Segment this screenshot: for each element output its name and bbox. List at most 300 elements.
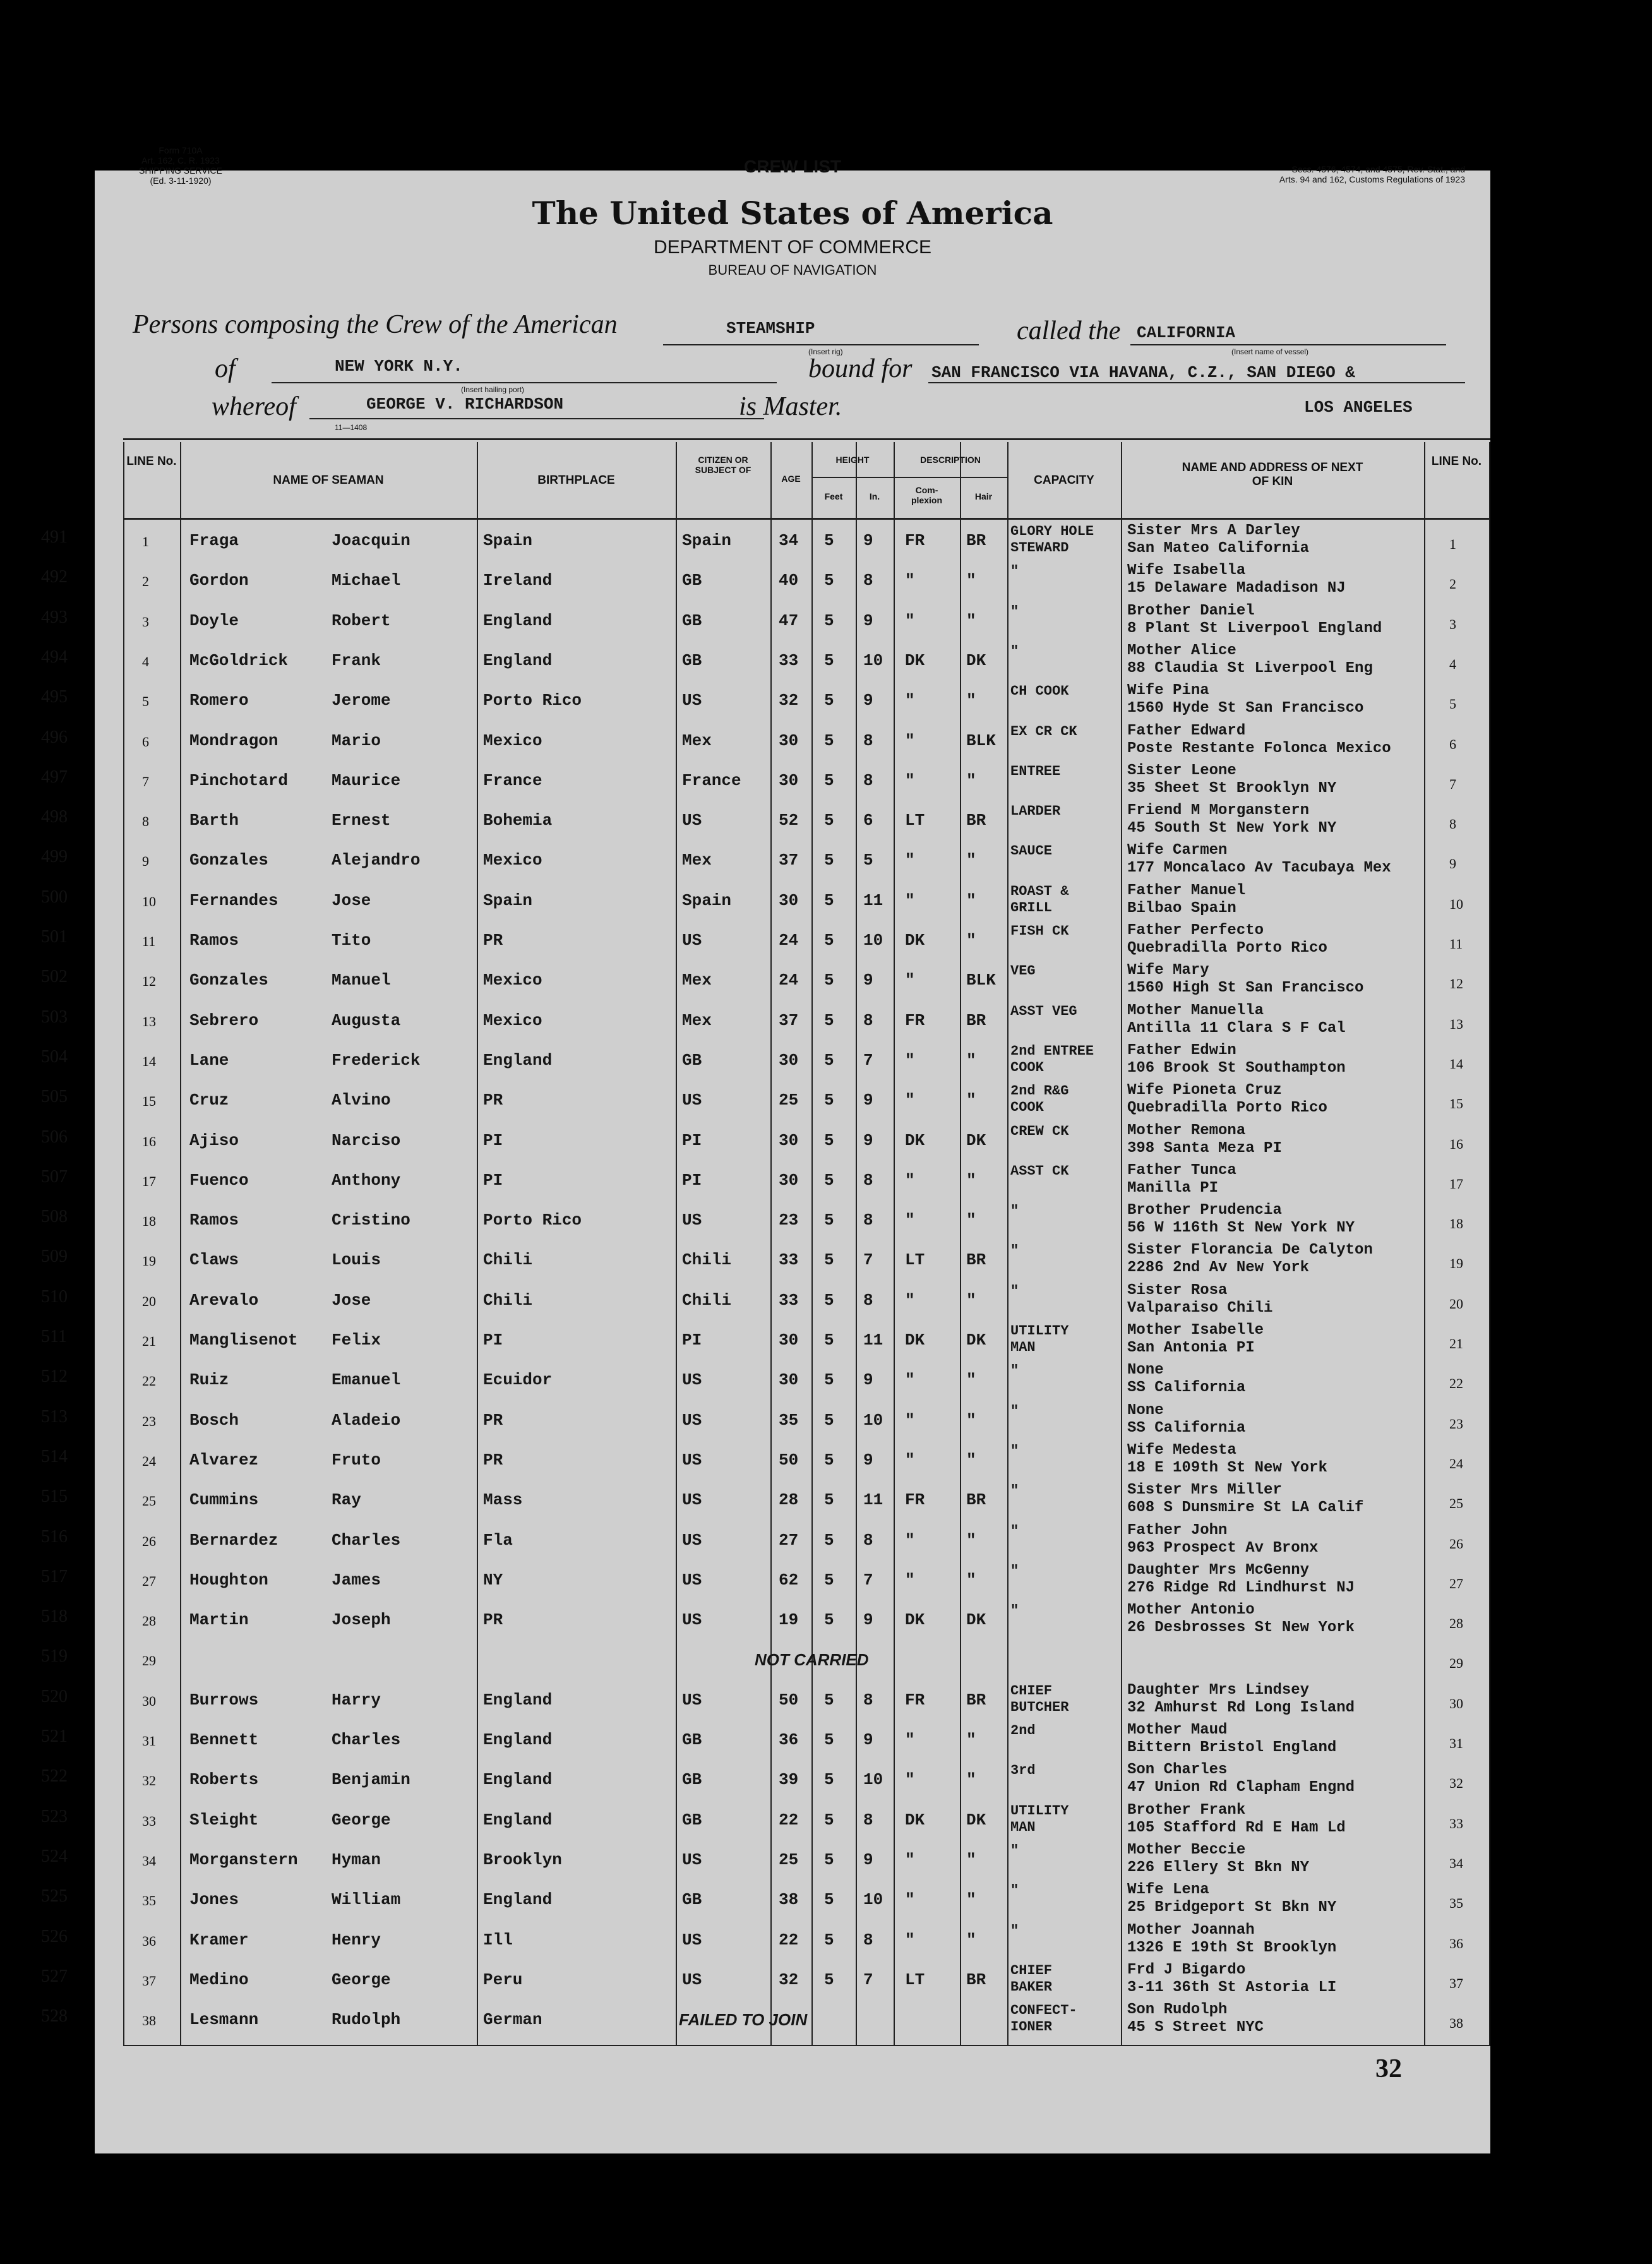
kin-address: Poste Restante Folonca Mexico	[1127, 740, 1391, 757]
height-feet: 5	[824, 1170, 834, 1190]
age: 30	[779, 1170, 799, 1190]
height-feet: 5	[824, 1810, 834, 1830]
hair: "	[966, 1850, 976, 1869]
complexion: "	[905, 1050, 915, 1070]
table-row	[41, 561, 1490, 601]
citizen-of: GB	[682, 1810, 702, 1830]
citizen-of: US	[682, 1570, 702, 1590]
register-number: 527	[41, 1966, 68, 1986]
page-title: The United States of America	[532, 195, 1053, 232]
destination-underline	[928, 382, 1465, 383]
hair: "	[966, 1370, 976, 1390]
table-row	[41, 1600, 1490, 1640]
table-row	[41, 1840, 1490, 1880]
kin-address: Quebradilla Porto Rico	[1127, 940, 1327, 957]
hair: "	[966, 1170, 976, 1190]
citizen-of: GB	[682, 1050, 702, 1070]
kin-name: Wife Pina	[1127, 682, 1209, 700]
citizen-of: PI	[682, 1331, 702, 1350]
height-inches: 11	[863, 1331, 883, 1350]
line-number: 13	[142, 1013, 156, 1029]
height-inches: 9	[863, 1850, 873, 1869]
complexion: "	[905, 1290, 915, 1310]
surname: Sleight	[189, 1810, 259, 1830]
punch-hole	[56, 249, 85, 279]
capacity-line-2: BUTCHER	[1010, 1699, 1069, 1715]
age: 37	[779, 1010, 799, 1030]
line-number: 28	[142, 1613, 156, 1629]
complexion: "	[905, 1450, 915, 1470]
hair: "	[966, 770, 976, 790]
age: 30	[779, 1130, 799, 1150]
table-row	[41, 1121, 1490, 1161]
birthplace: Brooklyn	[483, 1850, 562, 1869]
complexion: "	[905, 1370, 915, 1390]
kin-address: Quebradilla Porto Rico	[1127, 1099, 1327, 1117]
hair: BR	[966, 1490, 986, 1510]
complexion: DK	[905, 1810, 925, 1830]
col-next-of-kin: NAME AND ADDRESS OF NEXT OF KIN	[1182, 461, 1363, 488]
birthplace: PR	[483, 1610, 503, 1630]
line-number-right: 4	[1449, 656, 1456, 672]
height-inches: 7	[863, 1970, 873, 1989]
line-number: 25	[142, 1493, 156, 1509]
age: 34	[779, 531, 799, 550]
surname: Fuenco	[189, 1170, 249, 1190]
capacity: "	[1010, 1562, 1019, 1579]
kin-address: 608 S Dunsmire St LA Calif	[1127, 1499, 1364, 1517]
table-row	[41, 1960, 1490, 2000]
complexion: LT	[905, 1970, 925, 1989]
height-inches: 9	[863, 971, 873, 990]
kin-address: 3-11 36th St Astoria LI	[1127, 1979, 1337, 1996]
row-note: NOT CARRIED	[755, 1650, 869, 1670]
line-number-right: 22	[1449, 1375, 1463, 1392]
col-age: AGE	[781, 474, 801, 484]
form-info-line: (Ed. 3-11-1920)	[150, 176, 212, 186]
line-number-right: 14	[1449, 1055, 1463, 1072]
called-label: called the	[1017, 316, 1121, 345]
hair: "	[966, 1770, 976, 1790]
given-name: Frank	[332, 650, 381, 670]
age: 25	[779, 1850, 799, 1869]
birthplace: England	[483, 1890, 553, 1910]
given-name: Maurice	[332, 770, 401, 790]
complexion: "	[905, 851, 915, 870]
kin-name: Sister Mrs A Darley	[1127, 522, 1300, 539]
surname: Fraga	[189, 531, 239, 550]
citizen-of: US	[682, 1690, 702, 1710]
line-number-right: 17	[1449, 1175, 1463, 1192]
hair: "	[966, 1570, 976, 1590]
capacity: "	[1010, 603, 1019, 620]
age: 30	[779, 731, 799, 750]
given-name: Hyman	[332, 1850, 381, 1869]
table-row	[41, 1560, 1490, 1600]
line-number-right: 21	[1449, 1336, 1463, 1351]
line-number: 15	[142, 1093, 156, 1110]
hair: BR	[966, 811, 986, 830]
birthplace: England	[483, 1770, 553, 1790]
age: 52	[779, 811, 799, 830]
kin-name: Father Tunca	[1127, 1161, 1236, 1179]
complexion: FR	[905, 1010, 925, 1030]
line-number: 9	[142, 853, 149, 870]
register-number: 520	[41, 1686, 68, 1706]
capacity: LARDER	[1010, 803, 1061, 820]
surname: Morganstern	[189, 1850, 298, 1869]
kin-name: None	[1127, 1401, 1164, 1419]
kin-address: 45 South St New York NY	[1127, 820, 1337, 837]
birthplace: Mass	[483, 1490, 523, 1510]
height-inches: 10	[863, 1410, 883, 1430]
citizen-of: GB	[682, 611, 702, 630]
height-inches: 9	[863, 1730, 873, 1749]
age: 50	[779, 1450, 799, 1470]
capacity-line-2: GRILL	[1010, 899, 1053, 916]
kin-address: 1560 Hyde St San Francisco	[1127, 700, 1364, 717]
citizen-of: Chili	[682, 1250, 732, 1270]
birthplace: Mexico	[483, 1010, 542, 1030]
height-feet: 5	[824, 1770, 834, 1790]
complexion: "	[905, 611, 915, 630]
table-row	[41, 961, 1490, 1000]
given-name: Cristino	[332, 1211, 410, 1230]
height-inches: 7	[863, 1050, 873, 1070]
hair: "	[966, 851, 976, 870]
register-number: 491	[41, 527, 68, 547]
height-inches: 10	[863, 1890, 883, 1910]
surname: Roberts	[189, 1770, 259, 1790]
register-number: 515	[41, 1487, 68, 1507]
hair: BR	[966, 1010, 986, 1030]
register-number: 505	[41, 1087, 68, 1107]
given-name: Anthony	[332, 1170, 401, 1190]
home-port-underline	[272, 382, 777, 383]
kin-name: Father Edwin	[1127, 1041, 1236, 1059]
birthplace: Ecuidor	[483, 1370, 553, 1390]
surname: Houghton	[189, 1570, 268, 1590]
complexion: "	[905, 1770, 915, 1790]
complexion: "	[905, 1170, 915, 1190]
table-row	[41, 1920, 1490, 1960]
citizen-of: GB	[682, 1730, 702, 1749]
table-row	[41, 521, 1490, 561]
citizen-of: US	[682, 1490, 702, 1510]
kin-name: Sister Rosa	[1127, 1281, 1228, 1299]
line-number: 17	[142, 1173, 156, 1189]
complexion: "	[905, 971, 915, 990]
capacity-line-2: STEWARD	[1010, 540, 1069, 556]
kin-name: Mother Beccie	[1127, 1841, 1246, 1859]
col-complexion: Com-plexion	[911, 485, 942, 505]
col-name: NAME OF SEAMAN	[273, 474, 384, 487]
register-number: 510	[41, 1286, 68, 1307]
line-number-right: 15	[1449, 1096, 1463, 1112]
line-number: 14	[142, 1053, 156, 1069]
table-row	[41, 801, 1490, 841]
complexion: "	[905, 1530, 915, 1550]
citizen-of: US	[682, 1970, 702, 1989]
height-feet: 5	[824, 691, 834, 710]
register-number: 511	[41, 1327, 67, 1346]
birthplace: PI	[483, 1130, 503, 1150]
citizen-of: US	[682, 1410, 702, 1430]
col-hair: Hair	[974, 491, 993, 501]
register-number: 508	[41, 1207, 68, 1227]
home-port: NEW YORK N.Y.	[335, 357, 463, 376]
kin-name: Sister Leone	[1127, 762, 1236, 779]
complexion: "	[905, 731, 915, 750]
line-number: 30	[142, 1692, 156, 1709]
kin-address: Bilbao Spain	[1127, 899, 1236, 917]
citizen-of: US	[682, 1530, 702, 1550]
height-feet: 5	[824, 1211, 834, 1230]
height-feet: 5	[824, 1850, 834, 1869]
line-number: 29	[142, 1653, 156, 1669]
surname: Romero	[189, 691, 249, 710]
destination: SAN FRANCISCO VIA HAVANA, C.Z., SAN DIEGO &	[931, 363, 1355, 382]
citizen-of: US	[682, 931, 702, 950]
complexion: "	[905, 1211, 915, 1230]
given-name: Alejandro	[332, 851, 421, 870]
capacity: "	[1010, 1603, 1019, 1619]
kin-name: Father John	[1127, 1521, 1228, 1539]
birthplace: Spain	[483, 890, 533, 910]
hair: DK	[966, 1130, 986, 1150]
hair: "	[966, 1530, 976, 1550]
complexion: DK	[905, 1130, 925, 1150]
citizen-of: GB	[682, 1770, 702, 1790]
height-inches: 8	[863, 731, 873, 750]
birthplace: England	[483, 1730, 553, 1749]
height-inches: 11	[863, 1490, 883, 1510]
kin-address: 26 Desbrosses St New York	[1127, 1619, 1355, 1637]
citizen-of: Spain	[682, 531, 732, 550]
height-feet: 5	[824, 571, 834, 590]
line-number: 22	[142, 1373, 156, 1389]
table-row	[41, 1281, 1490, 1321]
line-number: 27	[142, 1572, 156, 1589]
citizen-of: GB	[682, 650, 702, 670]
kin-name: Brother Daniel	[1127, 602, 1255, 620]
capacity: CH COOK	[1010, 683, 1069, 700]
capacity: "	[1010, 1922, 1019, 1939]
register-number: 521	[41, 1727, 68, 1746]
line-number: 1	[142, 534, 149, 549]
register-number: 525	[41, 1886, 68, 1907]
register-number: 528	[41, 2006, 68, 2027]
complexion: "	[905, 1570, 915, 1590]
line-number: 33	[142, 1812, 156, 1829]
master-underline	[309, 418, 764, 419]
given-name: Frederick	[332, 1050, 421, 1070]
surname: Manglisenot	[189, 1331, 298, 1350]
capacity: CHIEF	[1010, 1682, 1053, 1699]
age: 24	[779, 971, 799, 990]
height-feet: 5	[824, 1450, 834, 1470]
complexion: FR	[905, 531, 925, 550]
table-row	[41, 1440, 1490, 1480]
given-name: George	[332, 1970, 391, 1989]
height-inches: 9	[863, 611, 873, 630]
citizen-of: US	[682, 1450, 702, 1470]
height-feet: 5	[824, 531, 834, 550]
birthplace: England	[483, 1690, 553, 1710]
capacity: "	[1010, 1243, 1019, 1259]
line-number: 8	[142, 813, 149, 830]
height-feet: 5	[824, 770, 834, 790]
birthplace: England	[483, 650, 553, 670]
kin-name: Friend M Morganstern	[1127, 802, 1310, 820]
capacity: 2nd ENTREE	[1010, 1043, 1094, 1059]
line-number-right: 30	[1449, 1695, 1463, 1711]
kin-address: Antilla 11 Clara S F Cal	[1127, 1019, 1346, 1037]
table-row	[41, 1001, 1490, 1041]
line-number: 32	[142, 1773, 156, 1789]
height-feet: 5	[824, 1490, 834, 1510]
capacity: EX CR CK	[1010, 723, 1077, 740]
given-name: Charles	[332, 1730, 401, 1749]
hair: "	[966, 1450, 976, 1470]
line-number: 26	[142, 1533, 156, 1549]
table-row	[41, 921, 1490, 961]
age: 47	[779, 611, 799, 630]
capacity-line-2: MAN	[1010, 1339, 1036, 1355]
capacity: "	[1010, 1203, 1019, 1219]
citizen-of: US	[682, 1370, 702, 1390]
birthplace: England	[483, 611, 553, 630]
citizen-of: Spain	[682, 890, 732, 910]
register-number: 499	[41, 847, 68, 867]
kin-address: 8 Plant St Liverpool England	[1127, 620, 1382, 637]
age: 32	[779, 691, 799, 710]
surname: Ruiz	[189, 1370, 229, 1390]
kin-name: Mother Isabelle	[1127, 1322, 1264, 1339]
height-inches: 5	[863, 851, 873, 870]
height-feet: 5	[824, 1290, 834, 1310]
given-name: Charles	[332, 1530, 401, 1550]
given-name: Tito	[332, 931, 371, 950]
vessel-name: CALIFORNIA	[1137, 323, 1236, 342]
kin-name: Son Charles	[1127, 1761, 1228, 1779]
citizen-of: PI	[682, 1170, 702, 1190]
register-number: 493	[41, 607, 68, 627]
line-number: 12	[142, 973, 156, 990]
height-feet: 5	[824, 931, 834, 950]
register-number: 507	[41, 1166, 68, 1187]
given-name: Joseph	[332, 1610, 391, 1630]
capacity: CHIEF	[1010, 1962, 1053, 1979]
table-row	[41, 1521, 1490, 1560]
age: 33	[779, 1290, 799, 1310]
birthplace: PR	[483, 1091, 503, 1110]
kin-name: Wife Medesta	[1127, 1441, 1236, 1459]
age: 24	[779, 931, 799, 950]
surname: Cruz	[189, 1091, 229, 1110]
page-number: 32	[1375, 2054, 1402, 2083]
kin-address: 276 Ridge Rd Lindhurst NJ	[1127, 1579, 1355, 1596]
kin-address: San Antonia PI	[1127, 1339, 1255, 1357]
surname: Sebrero	[189, 1010, 259, 1030]
given-name: Narciso	[332, 1130, 401, 1150]
table-row	[41, 1041, 1490, 1081]
register-number: 504	[41, 1046, 68, 1067]
table-row	[41, 1201, 1490, 1240]
line-number-right: 33	[1449, 1815, 1463, 1831]
form-info-line: Form 710A	[159, 145, 203, 155]
complexion: "	[905, 1930, 915, 1950]
height-feet: 5	[824, 851, 834, 870]
line-number-right: 31	[1449, 1735, 1463, 1751]
given-name: Harry	[332, 1690, 381, 1710]
hair: "	[966, 931, 976, 950]
height-feet: 5	[824, 1570, 834, 1590]
line-number: 37	[142, 1972, 156, 1989]
hair: "	[966, 611, 976, 630]
capacity: "	[1010, 1442, 1019, 1459]
age: 35	[779, 1410, 799, 1430]
capacity: UTILITY	[1010, 1323, 1069, 1339]
given-name: Rudolph	[332, 2010, 401, 2030]
hair: "	[966, 1050, 976, 1070]
kin-name: Mother Manuella	[1127, 1002, 1264, 1019]
kin-address: SS California	[1127, 1379, 1246, 1397]
citizen-of: GB	[682, 571, 702, 590]
capacity: 2nd R&G	[1010, 1083, 1069, 1099]
table-bottom-rule	[123, 2045, 1490, 2046]
table-row	[41, 881, 1490, 921]
hair: BR	[966, 1250, 986, 1270]
age: 62	[779, 1570, 799, 1590]
line-number-right: 29	[1449, 1655, 1463, 1672]
complexion: "	[905, 1890, 915, 1910]
line-number: 36	[142, 1932, 156, 1949]
register-number: 522	[41, 1766, 68, 1787]
surname: Kramer	[189, 1930, 249, 1950]
height-feet: 5	[824, 1730, 834, 1749]
birthplace: Chili	[483, 1290, 533, 1310]
table-row	[41, 2000, 1490, 2040]
table-row	[41, 1760, 1490, 1800]
line-number-right: 10	[1449, 895, 1463, 912]
table-row	[41, 1720, 1490, 1760]
register-number: 517	[41, 1566, 68, 1586]
line-number-right: 11	[1449, 936, 1463, 952]
birthplace: NY	[483, 1570, 503, 1590]
capacity-line-2: COOK	[1010, 1099, 1044, 1116]
table-row	[41, 1640, 1490, 1680]
height-inches: 9	[863, 1130, 873, 1150]
kin-name: Frd J Bigardo	[1127, 1961, 1246, 1979]
birthplace: Chili	[483, 1250, 533, 1270]
capacity: ROAST &	[1010, 883, 1069, 899]
hair: DK	[966, 1610, 986, 1630]
birthplace: Spain	[483, 531, 533, 550]
line-number: 16	[142, 1133, 156, 1149]
form-info-line: Art. 162, C. R. 1923	[141, 155, 220, 165]
bound-label: bound for	[808, 354, 913, 383]
line-number: 24	[142, 1452, 156, 1469]
kin-address: 1560 High St San Francisco	[1127, 979, 1364, 997]
capacity: "	[1010, 1483, 1019, 1499]
rig-underline	[663, 344, 979, 345]
citizen-of: US	[682, 691, 702, 710]
persons-label: Persons composing the Crew of the American	[133, 310, 618, 339]
capacity: ENTREE	[1010, 763, 1061, 779]
citizen-of: Chili	[682, 1290, 732, 1310]
table-row	[41, 1800, 1490, 1840]
